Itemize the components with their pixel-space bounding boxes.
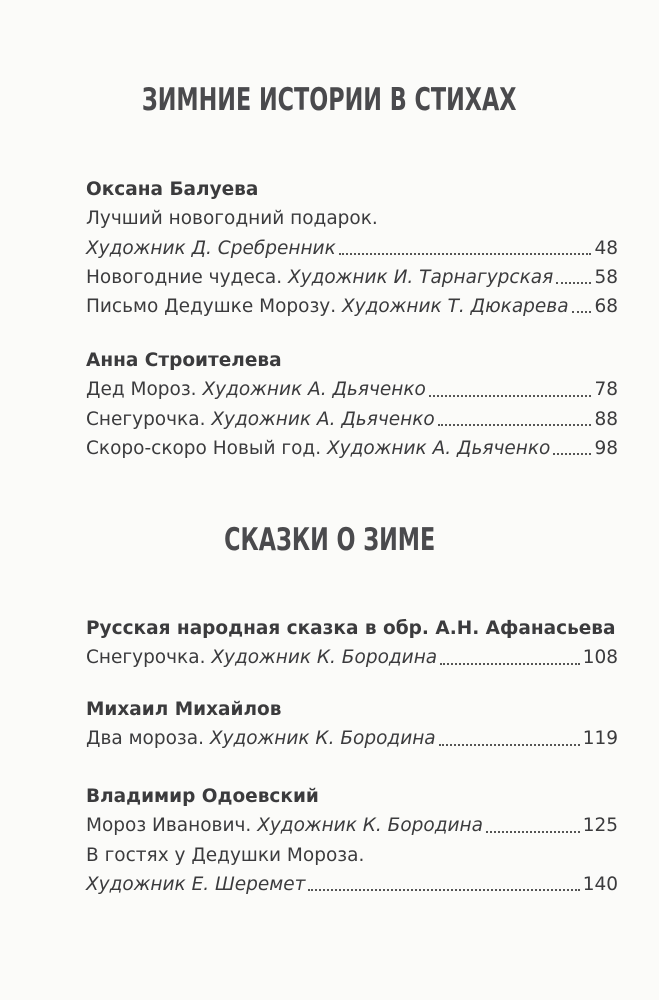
- entry-title: Два мороза.: [86, 728, 204, 750]
- entry-title-line: [86, 204, 618, 233]
- dot-leader: [339, 234, 592, 263]
- entry-title: Снегурочка.: [86, 647, 206, 669]
- page-number: 125: [582, 815, 618, 837]
- entry-artist: Художник А. Дьяченко: [202, 379, 426, 401]
- dot-leader: [429, 375, 592, 404]
- page-number: 98: [594, 437, 618, 459]
- toc-entry[interactable]: [86, 643, 618, 672]
- author-name: Владимир Одоевский: [86, 786, 319, 807]
- author-group: [86, 695, 618, 754]
- entry-title: Лучший новогодний подарок.: [86, 208, 378, 230]
- entry-artist: Художник Д. Сребренник: [86, 237, 336, 259]
- page-number: 140: [582, 873, 618, 895]
- toc-entry[interactable]: [86, 375, 618, 404]
- page-number: 78: [594, 379, 618, 401]
- toc-entry[interactable]: [86, 870, 618, 899]
- author-name: Михаил Михайлов: [86, 699, 282, 720]
- entry-artist: Художник Е. Шеремет: [86, 873, 306, 895]
- entry-artist: Художник И. Тарнагурская: [288, 266, 554, 288]
- section-title-text: ЗИМНИЕ ИСТОРИИ В СТИХАХ: [142, 82, 517, 118]
- author-group: [86, 614, 618, 673]
- dot-leader: [486, 811, 580, 840]
- page-number: 88: [594, 408, 618, 430]
- dot-leader: [439, 724, 580, 753]
- author-name: Оксана Балуева: [86, 179, 259, 200]
- section-title: [0, 80, 659, 120]
- dot-leader: [553, 434, 591, 463]
- toc-entry[interactable]: [86, 724, 618, 753]
- author-name: Русская народная сказка в обр. А.Н. Афанасьева: [86, 618, 616, 639]
- entry-artist: Художник А. Дьяченко: [211, 408, 435, 430]
- entry-artist: Художник А. Дьяченко: [327, 437, 551, 459]
- page-number: 58: [594, 266, 618, 288]
- page-number: 108: [582, 647, 618, 669]
- author-group: [86, 175, 618, 321]
- section-title: [0, 520, 659, 560]
- entry-title: Скоро-скоро Новый год.: [86, 437, 322, 459]
- entry-title: Дед Мороз.: [86, 379, 197, 401]
- toc-entry[interactable]: [86, 234, 618, 263]
- dot-leader: [440, 643, 580, 672]
- page-number: 68: [594, 296, 618, 318]
- page-number: 48: [594, 237, 618, 259]
- dot-leader: [438, 405, 592, 434]
- dot-leader: [572, 292, 592, 321]
- section-title-text: СКАЗКИ О ЗИМЕ: [223, 522, 436, 558]
- page-number: 119: [582, 728, 618, 750]
- entry-artist: Художник К. Бородина: [211, 647, 438, 669]
- entry-title: Новогодние чудеса.: [86, 266, 283, 288]
- entry-title: Мороз Иванович.: [86, 815, 252, 837]
- entry-title: В гостях у Дедушки Мороза.: [86, 844, 365, 866]
- entry-artist: Художник Т. Дюкарева: [342, 296, 569, 318]
- author-group: [86, 782, 618, 899]
- toc-entry[interactable]: [86, 292, 618, 321]
- dot-leader: [556, 263, 591, 292]
- toc-entry[interactable]: [86, 434, 618, 463]
- dot-leader: [308, 870, 579, 899]
- entry-title: Снегурочка.: [86, 408, 206, 430]
- toc-entry[interactable]: [86, 263, 618, 292]
- entry-title-line: [86, 841, 618, 870]
- author-group: [86, 346, 618, 463]
- toc-entry[interactable]: [86, 811, 618, 840]
- author-name: Анна Строителева: [86, 350, 282, 371]
- entry-artist: Художник К. Бородина: [257, 815, 483, 837]
- entry-title: Письмо Дедушке Морозу.: [86, 296, 337, 318]
- entry-artist: Художник К. Бородина: [209, 728, 436, 750]
- toc-entry[interactable]: [86, 405, 618, 434]
